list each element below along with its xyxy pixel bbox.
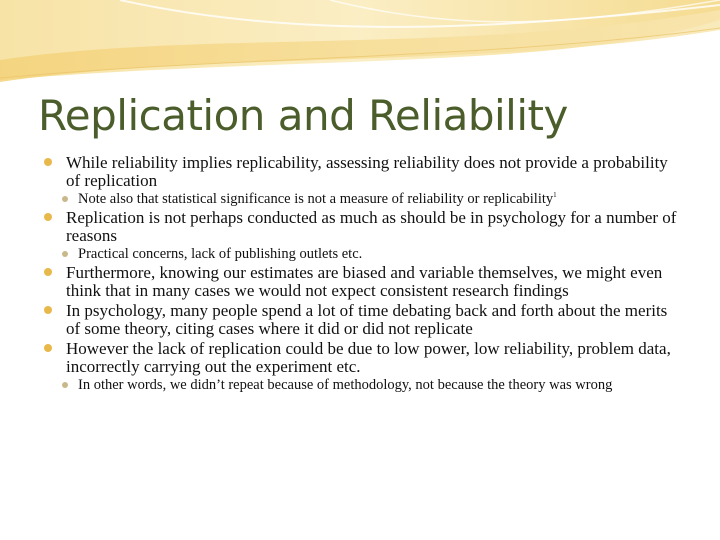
bullet-text: Replication is not perhaps conducted as much as should be in psychology for a number of reasons [66,208,677,245]
bullet-text: Furthermore, knowing our estimates are biased and variable themselves, we might even think that in many cases we would not expect consistent research findings [66,263,663,300]
bullet-item [44,154,684,189]
bullet-content [44,154,684,395]
footnote-marker: 1 [553,191,557,200]
sub-bullet-text: In other words, we didn’t repeat because of methodology, not because the theory was wrong [78,377,613,393]
header-swoosh-decoration [0,0,720,90]
sub-bullet-text: Practical concerns, lack of publishing outlets etc. [78,246,363,262]
slide-title: Replication and Reliability [38,91,568,140]
bullet-dot-icon [44,306,52,314]
sub-bullet-dot-icon [62,196,68,202]
bullet-dot-icon [44,344,52,352]
bullet-dot-icon [44,213,52,221]
bullet-item [44,302,684,337]
bullet-item [44,264,684,299]
bullet-dot-icon [44,158,52,166]
bullet-text: However the lack of replication could be due to low power, low reliability, problem data, incorrectly carrying out the experiment etc. [66,339,671,376]
bullet-list [44,154,684,393]
bullet-item [44,340,684,375]
sub-bullet-item [50,247,684,262]
sub-bullet-dot-icon [62,382,68,388]
bullet-text: In psychology, many people spend a lot of time debating back and forth about the merits of some theory, citing cases where it did or did not replicate [66,301,668,338]
bullet-item [44,209,684,244]
sub-bullet-item [50,378,684,393]
sub-bullet-text: Note also that statistical significance is not a measure of reliability or replicability [78,191,554,207]
bullet-dot-icon [44,268,52,276]
bullet-text: While reliability implies replicability, assessing reliability does not provide a probability of replication [66,153,668,190]
sub-bullet-item [50,192,684,207]
sub-bullet-dot-icon [62,251,68,257]
